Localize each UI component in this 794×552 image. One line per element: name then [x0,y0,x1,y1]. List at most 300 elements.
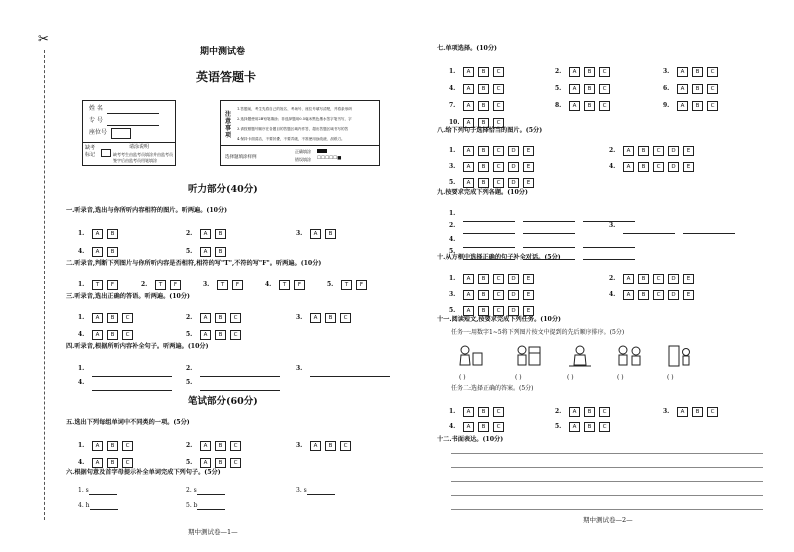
q4-title: 四.听录音,根据所听内容补全句子。听两遍。(10分) [66,343,209,350]
q8-item [609,156,698,175]
option-box-b[interactable]: B [584,422,595,432]
option-box-b[interactable]: B [107,229,118,239]
option-box-b[interactable]: B [478,162,489,172]
paren-1[interactable]: ( ) [459,374,466,381]
option-box-d[interactable]: D [508,274,519,284]
item-number: 9. [663,102,670,109]
notice-3: 3.请按照题号顺序在各题目的答题区域内作答，超出答题区域书写的答 [237,127,349,131]
option-box-b[interactable]: B [638,162,649,172]
option-box-f[interactable]: F [107,280,118,290]
q3-title: 三.听录音,选出正确的答语。听两遍。(10分) [66,293,190,300]
option-box-d[interactable]: D [508,290,519,300]
option-box-b[interactable]: B [215,330,226,340]
writing-line-5[interactable] [451,509,763,510]
item-number: 1. [449,408,456,415]
option-box-e[interactable]: E [683,290,694,300]
option-box-b[interactable]: B [478,422,489,432]
option-box-b[interactable]: B [638,290,649,300]
option-box-c[interactable]: C [493,118,504,128]
q5-item [296,435,355,454]
item-number: 2. [555,68,562,75]
q11-title: 十一.阅读短文,按要求完成下列任务。(10分) [437,316,561,323]
q3-item [78,324,137,343]
item-number: 4. [449,423,456,430]
option-box-d[interactable]: D [668,162,679,172]
option-box-e[interactable]: E [523,162,534,172]
item-number: 4. [609,291,616,298]
item-number: 2. [609,275,616,282]
correct-sample [317,149,327,153]
option-box-a[interactable]: A [463,422,474,432]
item-number: 1. [78,442,85,449]
item-number: 1. [78,281,85,288]
option-box-t[interactable]: T [279,280,290,290]
option-box-c[interactable]: C [653,146,664,156]
option-box-c[interactable]: C [653,290,664,300]
item-number: 1. [449,275,456,282]
option-box-c[interactable]: C [340,313,351,323]
option-box-t[interactable]: T [92,280,103,290]
w2: 2. s [186,487,225,495]
option-box-c[interactable]: C [493,290,504,300]
option-box-b[interactable]: B [107,330,118,340]
option-box-a[interactable]: A [463,67,474,77]
item-number: 2. [555,408,562,415]
option-box-b[interactable]: B [478,101,489,111]
item-number: 5. [186,248,193,255]
option-box-e[interactable]: E [523,290,534,300]
w4: 4. h [78,502,118,510]
right-page [397,0,794,552]
item-number: 4. [78,459,85,466]
option-box-b[interactable]: B [478,67,489,77]
option-box-b[interactable]: B [478,84,489,94]
option-box-a[interactable]: A [200,247,211,257]
option-box-f[interactable]: F [232,280,243,290]
option-box-c[interactable]: C [599,407,610,417]
option-box-a[interactable]: A [310,229,321,239]
option-box-b[interactable]: B [215,313,226,323]
option-box-a[interactable]: A [463,407,474,417]
option-box-c[interactable]: C [707,84,718,94]
option-box-b[interactable]: B [478,146,489,156]
q12-title: 十二.书面表达。(10分) [437,436,504,443]
option-box-b[interactable]: B [215,441,226,451]
fill-box[interactable] [101,149,111,157]
option-box-a[interactable]: A [623,290,634,300]
option-box-c[interactable]: C [493,274,504,284]
paren-5[interactable]: ( ) [667,374,674,381]
item-number: 3. [296,314,303,321]
item-number: 10. [449,119,460,126]
correct-label: 正确填涂 [295,149,311,154]
option-box-c[interactable]: C [230,330,241,340]
q9-title: 九.按要求完成下列各题。(10分) [437,189,528,196]
seat-field[interactable] [111,128,131,139]
sample-label: 选择题填涂样例 [225,155,257,160]
item-number: 3. [296,230,303,237]
item-number: 5. [186,379,193,386]
answer-line[interactable] [92,383,172,391]
option-box-c[interactable]: C [599,422,610,432]
option-box-b[interactable]: B [478,306,489,316]
item-number: 3. [296,442,303,449]
q1-title: 一.听录音,选出与你所听内容相符的图片。听两遍。(10分) [66,207,228,214]
item-number: 5. [555,85,562,92]
option-box-a[interactable]: A [92,441,103,451]
item-number: 8. [555,102,562,109]
option-box-b[interactable]: B [478,290,489,300]
q2-item [78,274,122,293]
option-box-c[interactable]: C [493,162,504,172]
option-box-b[interactable]: B [584,84,595,94]
item-number: 2. [141,281,148,288]
q2-item [203,274,247,293]
item-number: 1. [449,147,456,154]
paren-4[interactable]: ( ) [617,374,624,381]
wrong-label: 错误填涂 [295,157,311,162]
option-box-a[interactable]: A [310,441,321,451]
q2-title: 二.听录音,判断下列图片与你所听内容是否相符,相符的写"T",不符的写"F"。听两遍。(10分) [66,260,322,267]
task2-label: 任务二:选择正确的答案。(5分) [451,385,534,392]
option-box-c[interactable]: C [122,458,133,468]
footer-right: 期中测试卷—2— [583,516,633,524]
q10-title: 十.从方框中选择正确的句子补全对话。(5分) [437,254,561,261]
option-box-b[interactable]: B [325,229,336,239]
w5: 5. b [186,502,225,510]
option-box-a[interactable]: A [200,458,211,468]
option-box-a[interactable]: A [677,101,688,111]
notice-2: 2.选择题使用2B铅笔填涂；非选择题用0.5毫米黑色墨水签字笔书写，字 [237,117,352,121]
q7-item [555,95,614,114]
option-box-a[interactable]: A [677,84,688,94]
option-box-d[interactable]: D [668,146,679,156]
q7-item [663,95,722,114]
option-box-c[interactable]: C [707,101,718,111]
option-box-a[interactable]: A [463,290,474,300]
option-box-b[interactable]: B [107,458,118,468]
q3-item [186,324,245,343]
option-box-a[interactable]: A [623,274,634,284]
option-box-a[interactable]: A [569,422,580,432]
option-box-a[interactable]: A [623,146,634,156]
picture-5 [665,343,695,369]
exam-title: 期中测试卷 [200,47,246,57]
id-label: 专 号 [89,117,103,124]
option-box-e[interactable]: E [523,146,534,156]
item-number: 3. [449,291,456,298]
option-box-a[interactable]: A [463,274,474,284]
option-box-a[interactable]: A [200,441,211,451]
option-box-b[interactable]: B [107,441,118,451]
option-box-b[interactable]: B [638,146,649,156]
option-box-c[interactable]: C [599,67,610,77]
option-box-b[interactable]: B [584,67,595,77]
option-box-b[interactable]: B [692,101,703,111]
option-box-t[interactable]: T [217,280,228,290]
option-box-e[interactable]: E [523,274,534,284]
item-number: 5. [186,459,193,466]
q4-item [186,372,288,391]
q1-item [296,223,340,242]
q6-title: 六.根据句意及首字母提示补全单词完成下列句子。(5分) [66,469,221,476]
writing-title: 笔试部分(60分) [188,396,258,407]
option-box-a[interactable]: A [463,178,474,188]
item-number: 2. [186,314,193,321]
option-box-a[interactable]: A [463,84,474,94]
option-box-a[interactable]: A [463,146,474,156]
option-box-c[interactable]: C [230,458,241,468]
notice-4: 4.保持卡面清洁，不要折叠，不要弄破，不准使用涂改液、刮纸刀。 [237,137,345,141]
option-box-b[interactable]: B [692,84,703,94]
option-box-b[interactable]: B [478,178,489,188]
listening-title: 听力部分(40分) [188,184,258,195]
q5-item [78,452,137,471]
option-box-d[interactable]: D [508,162,519,172]
item-number: 7. [449,102,456,109]
paren-3[interactable]: ( ) [567,374,574,381]
q11-item [555,416,614,435]
option-box-c[interactable]: C [230,313,241,323]
item-number: 1. [449,210,456,217]
student-info-box [82,100,176,166]
option-box-d[interactable]: D [668,290,679,300]
option-box-c[interactable]: C [493,84,504,94]
option-box-a[interactable]: A [569,84,580,94]
option-box-c[interactable]: C [653,162,664,172]
item-number: 4. [449,236,456,243]
item-number: 1. [449,68,456,75]
item-number: 3. [203,281,210,288]
paren-2[interactable]: ( ) [515,374,522,381]
option-box-b[interactable]: B [478,407,489,417]
option-box-c[interactable]: C [493,407,504,417]
option-box-a[interactable]: A [92,330,103,340]
item-number: 1. [78,314,85,321]
option-box-f[interactable]: F [170,280,181,290]
answer-line[interactable] [310,369,390,377]
q1-item [78,241,122,260]
item-number: 3. [609,222,616,229]
option-box-c[interactable]: C [707,407,718,417]
item-number: 5. [186,331,193,338]
option-box-a[interactable]: A [200,330,211,340]
card-title: 英语答题卡 [196,70,257,84]
q2-item [265,274,309,293]
option-box-a[interactable]: A [463,118,474,128]
q7-title: 七.单项选择。(10分) [437,45,497,52]
option-box-e[interactable]: E [523,178,534,188]
notice-box [220,100,380,166]
picture-4 [615,343,645,369]
option-box-b[interactable]: B [638,274,649,284]
option-box-d[interactable]: D [668,274,679,284]
name-label: 姓 名 [89,105,103,112]
option-box-c[interactable]: C [493,306,504,316]
task1-label: 任务一:用数字1~5将下列图片按文中提到的先后顺序排序。(5分) [451,329,625,336]
q8-item [449,172,538,191]
option-box-e[interactable]: E [683,274,694,284]
option-box-a[interactable]: A [463,306,474,316]
option-box-e[interactable]: E [523,306,534,316]
option-box-b[interactable]: B [584,101,595,111]
q4-item [296,358,398,377]
option-box-c[interactable]: C [493,422,504,432]
option-box-a[interactable]: A [569,67,580,77]
q8-title: 八.给下列句子选择恰当的图片。(5分) [437,127,543,134]
writing-line-3[interactable] [451,481,763,482]
option-box-d[interactable]: D [508,146,519,156]
option-box-b[interactable]: B [215,458,226,468]
w3: 3. s [296,487,335,495]
q2-item [327,274,371,293]
option-box-a[interactable]: A [92,458,103,468]
option-box-b[interactable]: B [692,407,703,417]
item-number: 5. [449,307,456,314]
option-box-b[interactable]: B [325,313,336,323]
name-field[interactable] [107,105,159,114]
option-box-a[interactable]: A [463,162,474,172]
writing-line-2[interactable] [451,467,763,468]
item-number: 4. [609,163,616,170]
notice-1: 1.答题前，考生先将自己的姓名、考场号、座位号填写清楚，并将条形码 [237,107,352,111]
option-box-a[interactable]: A [92,229,103,239]
q11-item [663,401,722,420]
q10-item [449,300,538,319]
option-box-a[interactable]: A [92,247,103,257]
item-number: 4. [449,85,456,92]
option-box-f[interactable]: F [294,280,305,290]
q1-item [78,223,122,242]
option-box-b[interactable]: B [325,441,336,451]
fill-note: 缺考考生由监考员填涂并由监考员 [113,152,173,157]
q5-item [186,452,245,471]
cut-line [44,50,45,520]
option-box-c[interactable]: C [707,67,718,77]
option-box-b[interactable]: B [478,118,489,128]
item-number: 4. [78,248,85,255]
q7-item [449,112,508,131]
answer-line[interactable] [200,383,280,391]
picture-2 [513,343,543,369]
option-box-t[interactable]: T [341,280,352,290]
item-number: 5. [449,248,456,255]
item-number: 1. [78,230,85,237]
option-box-a[interactable]: A [200,229,211,239]
item-number: 2. [449,222,456,229]
item-number: 2. [186,442,193,449]
option-box-a[interactable]: A [569,407,580,417]
option-box-b[interactable]: B [107,313,118,323]
item-number: 3. [449,163,456,170]
fill-note-title: 请涂说明 [129,144,150,150]
option-box-c[interactable]: C [122,441,133,451]
option-box-c[interactable]: C [599,101,610,111]
answer-line[interactable] [463,252,515,260]
option-box-e[interactable]: E [683,162,694,172]
item-number: 5. [555,423,562,430]
q2-item [141,274,185,293]
option-box-c[interactable]: C [493,101,504,111]
item-number: 2. [186,365,193,372]
item-number: 2. [186,230,193,237]
q10-item [609,284,698,303]
seat-label: 座位号 [89,129,108,136]
q3-item [296,307,355,326]
option-box-c[interactable]: C [599,84,610,94]
writing-line-1[interactable] [451,453,763,454]
option-box-a[interactable]: A [310,313,321,323]
option-box-c[interactable]: C [340,441,351,451]
q4-item [78,372,180,391]
w1: 1. s [78,487,117,495]
notice-title: 注意事项 [225,111,232,139]
option-box-b[interactable]: B [107,247,118,257]
option-box-a[interactable]: A [463,101,474,111]
option-box-c[interactable]: C [230,441,241,451]
option-box-c[interactable]: C [493,178,504,188]
item-number: 4. [78,379,85,386]
option-box-b[interactable]: B [215,247,226,257]
item-number: 5. [327,281,334,288]
picture-3 [565,343,595,369]
option-box-d[interactable]: D [508,178,519,188]
option-box-c[interactable]: C [493,146,504,156]
option-box-b[interactable]: B [215,229,226,239]
option-box-d[interactable]: D [508,306,519,316]
fill-label: 缺考 标记 [85,145,96,158]
answer-line[interactable] [583,252,635,260]
option-box-a[interactable]: A [200,313,211,323]
q1-item [186,241,230,260]
q5-title: 五.选出下列每组单词中不同类的一项。(5分) [66,419,190,426]
picture-1 [455,343,485,369]
option-box-c[interactable]: C [122,313,133,323]
option-box-a[interactable]: A [677,407,688,417]
option-box-a[interactable]: A [569,101,580,111]
option-box-b[interactable]: B [584,407,595,417]
item-number: 3. [663,408,670,415]
writing-line-4[interactable] [451,495,763,496]
option-box-c[interactable]: C [493,67,504,77]
option-box-e[interactable]: E [683,146,694,156]
option-box-b[interactable]: B [478,274,489,284]
item-number: 4. [265,281,272,288]
option-box-a[interactable]: A [92,313,103,323]
q11-item [449,416,508,435]
option-box-f[interactable]: F [356,280,367,290]
answer-line[interactable] [683,226,735,234]
scissors-icon: ✂ [38,32,49,47]
q9-item [449,241,643,260]
option-box-t[interactable]: T [155,280,166,290]
option-box-c[interactable]: C [122,330,133,340]
item-number: 3. [296,365,303,372]
option-box-c[interactable]: C [653,274,664,284]
option-box-b[interactable]: B [692,67,703,77]
item-number: 5. [449,179,456,186]
wrong-samples: ☐☐☐☐☐■ [317,156,342,161]
option-box-a[interactable]: A [623,162,634,172]
option-box-a[interactable]: A [677,67,688,77]
item-number: 1. [78,365,85,372]
id-field[interactable] [107,117,159,126]
item-number: 3. [663,68,670,75]
item-number: 2. [609,147,616,154]
footer-left: 期中测试卷—1— [188,528,238,536]
q1-item [186,223,230,242]
answer-line[interactable] [523,252,575,260]
